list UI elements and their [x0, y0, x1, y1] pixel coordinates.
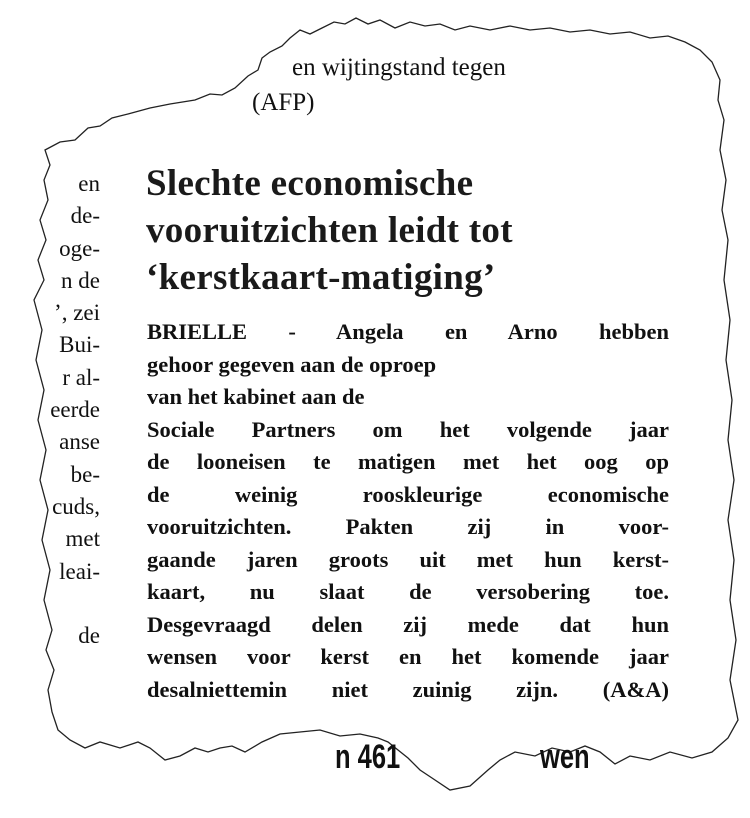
- body-line: vooruitzichten. Pakten zij in voor-: [147, 514, 669, 539]
- article-body: [147, 316, 669, 706]
- headline-line: Slechte economische: [146, 163, 474, 204]
- bottom-fragment-word: wen: [540, 738, 590, 776]
- body-line: wensen voor kerst en het komende jaar: [147, 644, 669, 669]
- left-column-line: anse: [59, 429, 100, 455]
- body-line: gaande jaren groots uit met hun kerst-: [147, 546, 669, 572]
- left-column-line: r al-: [62, 364, 100, 390]
- left-column-line: be-: [70, 461, 100, 487]
- body-line: de weinig rooskleurige economische: [147, 481, 669, 507]
- body-line: Sociale Partners om het volgende jaar: [147, 416, 669, 442]
- left-column-line: Bui-: [59, 332, 100, 358]
- headline-line: ‘kerstkaart-matiging’: [146, 257, 496, 298]
- body-line: kaart, nu slaat de versobering toe.: [147, 579, 669, 604]
- body-line: de looneisen te matigen met het oog op: [147, 449, 669, 474]
- left-column-line: oge-: [59, 235, 100, 261]
- top-fragment-line: en wijtingstand tegen: [292, 54, 506, 81]
- body-line: Desgevraagd delen zij mede dat hun: [147, 611, 669, 637]
- left-column-line: leai-: [59, 558, 100, 584]
- body-line: gehoor gegeven aan de oproep: [147, 351, 437, 377]
- body-line: desalniettemin niet zuinig zijn. (A&A): [147, 676, 669, 702]
- left-column-fragment: [30, 168, 100, 652]
- left-column-line: met: [65, 526, 100, 552]
- left-column-line: de-: [70, 203, 100, 229]
- left-column-line: n de: [61, 267, 100, 293]
- top-fragment-source: (AFP): [252, 89, 315, 116]
- left-column-line: cuds,: [52, 493, 100, 519]
- left-column-line: eerde: [50, 397, 100, 423]
- body-line: BRIELLE - Angela en Arno hebben: [147, 319, 669, 344]
- body-line: van het kabinet aan de: [147, 384, 365, 409]
- headline-line: vooruitzichten leidt tot: [146, 210, 513, 251]
- left-column-line: de: [78, 623, 100, 649]
- bottom-fragment-number: n 461: [335, 738, 401, 776]
- article-headline: [146, 160, 513, 301]
- left-column-line: [30, 588, 100, 620]
- left-column-line: en: [78, 171, 100, 196]
- left-column-line: ’, zei: [54, 300, 100, 326]
